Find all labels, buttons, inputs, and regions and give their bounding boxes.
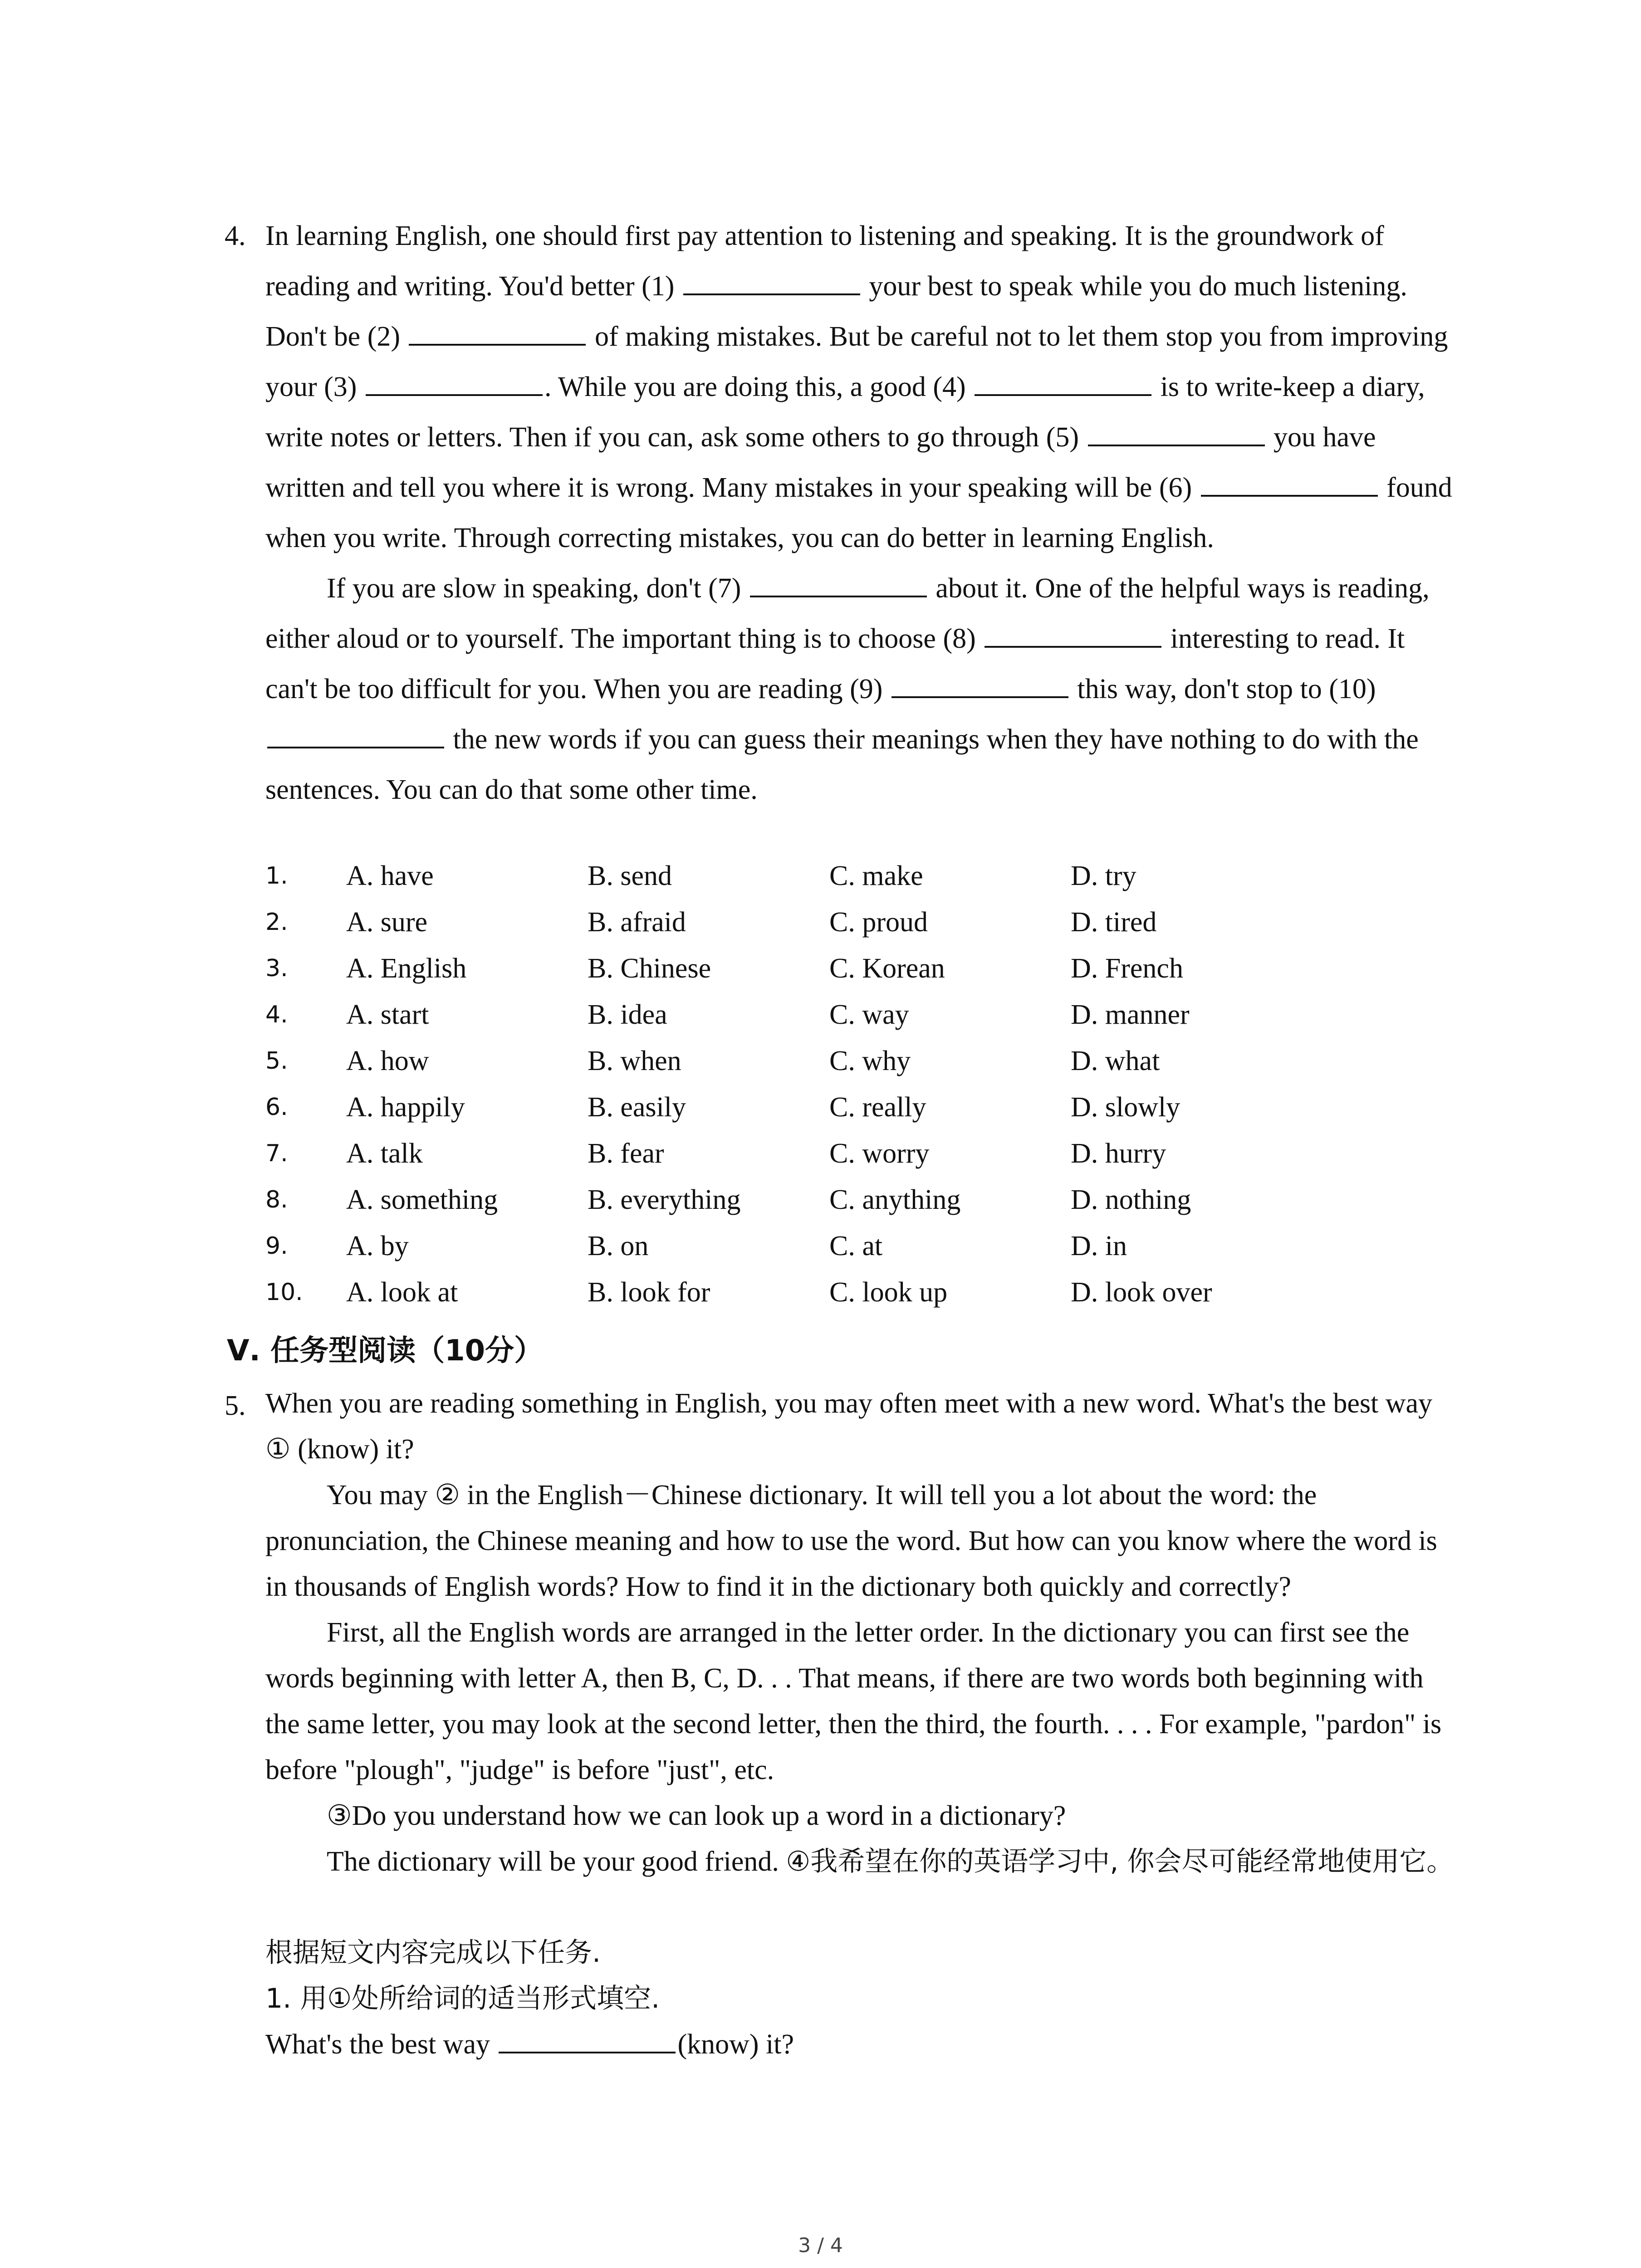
task-1-label: 1. 用①处所给词的适当形式填空. [265, 1983, 660, 2014]
option-a[interactable]: A. by [346, 1231, 409, 1261]
option-d[interactable]: D. nothing [1071, 1184, 1191, 1215]
spacer [265, 1885, 1454, 1930]
option-c[interactable]: C. proud [829, 907, 928, 938]
answer-options [265, 853, 1490, 1315]
option-d[interactable]: D. try [1071, 860, 1136, 891]
reading-paragraph-5: The dictionary will be your good friend. ④我希望在你的英语学习中, 你会尽可能经常地使用它。 [327, 1846, 1454, 1877]
blank-7[interactable] [750, 573, 927, 597]
page-number: 3 / 4 [798, 2234, 843, 2257]
option-row: 8. A. something B. everything C. anything D. nothing [265, 1177, 1490, 1223]
cloze-paragraph-1: In learning English, one should first pay attention to listening and speaking. It is the groundwork of reading and writing. You'd better (1) your best to speak while you do much listening. Don't be (2) of making mistakes. But be careful not to let them stop you from improving your (3) . While you are doing this, a good (4) is to write-keep a diary, write notes or letters. Then if you can, ask some others to go through (5) you have written and tell you where it is wrong. Many mistakes in your speaking will be (6) found when you write. Through correcting mistakes, you can do better in learning English. [265, 220, 1452, 553]
option-c[interactable]: C. why [829, 1046, 911, 1076]
option-c[interactable]: C. really [829, 1092, 926, 1123]
option-c[interactable]: C. worry [829, 1138, 930, 1169]
option-b[interactable]: B. easily [588, 1092, 686, 1123]
option-d[interactable]: D. what [1071, 1046, 1160, 1076]
option-row: 2. A. sure B. afraid C. proud D. tired [265, 899, 1490, 945]
option-a[interactable]: A. English [346, 953, 467, 984]
option-d[interactable]: D. tired [1071, 907, 1157, 938]
blank-1[interactable] [683, 271, 860, 295]
option-a[interactable]: A. look at [346, 1277, 458, 1308]
option-b[interactable]: B. when [588, 1046, 681, 1076]
option-d[interactable]: D. in [1071, 1231, 1127, 1261]
option-d[interactable]: D. hurry [1071, 1138, 1166, 1169]
option-b[interactable]: B. everything [588, 1184, 741, 1215]
question-number-5: 5. [225, 1390, 246, 1421]
option-d[interactable]: D. French [1071, 953, 1183, 984]
reading-paragraph-2: You may ② in the English－Chinese dictionary. It will tell you a lot about the word: the pronunciation, the Chinese meaning and how to use the word. But how can you know where the word is in thousands of English words? How to find it in the dictionary both quickly and correctly? [265, 1480, 1437, 1602]
task-1-question: What's the best way (know) it? [265, 2029, 794, 2060]
task-1-blank[interactable] [499, 2029, 676, 2053]
option-row: 9. A. by B. on C. at D. in [265, 1223, 1490, 1269]
option-a[interactable]: A. happily [346, 1092, 465, 1123]
option-c[interactable]: C. way [829, 999, 909, 1030]
option-c[interactable]: C. anything [829, 1184, 961, 1215]
option-row: 10. A. look at B. look for C. look up D. look over [265, 1269, 1490, 1315]
reading-passage [265, 1381, 1454, 2068]
option-c[interactable]: C. Korean [829, 953, 945, 984]
option-d[interactable]: D. manner [1071, 999, 1190, 1030]
blank-6[interactable] [1201, 472, 1378, 497]
cloze-passage [265, 211, 1454, 815]
blank-3[interactable] [366, 371, 543, 396]
option-b[interactable]: B. Chinese [588, 953, 711, 984]
cloze-paragraph-2: If you are slow in speaking, don't (7) about it. One of the helpful ways is reading, either aloud or to yourself. The important thing is to choose (8) interesting to read. It can't be too difficult for you. When you are reading (9) this way, don't stop to (10) the new words if you can guess their meanings when they have nothing to do with the sentences. You can do that some other time. [265, 573, 1430, 805]
option-c[interactable]: C. look up [829, 1277, 948, 1308]
option-a[interactable]: A. talk [346, 1138, 423, 1169]
option-row: 3. A. English B. Chinese C. Korean D. French [265, 945, 1490, 992]
reading-paragraph-1: When you are reading something in English, you may often meet with a new word. What's the best way ① (know) it? [265, 1388, 1433, 1465]
option-c[interactable]: C. make [829, 860, 923, 891]
option-c[interactable]: C. at [829, 1231, 883, 1261]
option-d[interactable]: D. slowly [1071, 1092, 1181, 1123]
blank-9[interactable] [892, 674, 1068, 698]
option-row: 6. A. happily B. easily C. really D. slowly [265, 1084, 1490, 1130]
option-row: 5. A. how B. when C. why D. what [265, 1038, 1490, 1084]
blank-8[interactable] [985, 623, 1161, 648]
reading-paragraph-3: First, all the English words are arranged in the letter order. In the dictionary you can first see the words beginning with letter A, then B, C, D. . . That means, if there are two words both beginning with the same letter, you may look at the second letter, then the third, the fourth. . . . For example, "pardon" is before "plough", "judge" is before "just", etc. [265, 1617, 1442, 1785]
option-a[interactable]: A. start [346, 999, 429, 1030]
option-b[interactable]: B. on [588, 1231, 649, 1261]
blank-4[interactable] [975, 371, 1151, 396]
option-b[interactable]: B. send [588, 860, 672, 891]
task-intro: 根据短文内容完成以下任务. [265, 1937, 601, 1969]
option-a[interactable]: A. something [346, 1184, 498, 1215]
option-row: 7. A. talk B. fear C. worry D. hurry [265, 1130, 1490, 1177]
section-heading: Ⅴ. 任务型阅读（10分） [227, 1334, 544, 1368]
option-b[interactable]: B. look for [588, 1277, 710, 1308]
blank-10[interactable] [267, 724, 444, 748]
blank-2[interactable] [409, 321, 586, 346]
question-number-4: 4. [225, 220, 246, 251]
option-row: 4. A. start B. idea C. way D. manner [265, 992, 1490, 1038]
option-row: 1. A. have B. send C. make D. try [265, 853, 1490, 899]
option-a[interactable]: A. sure [346, 907, 428, 938]
option-a[interactable]: A. how [346, 1046, 429, 1076]
option-b[interactable]: B. fear [588, 1138, 664, 1169]
option-d[interactable]: D. look over [1071, 1277, 1212, 1308]
reading-paragraph-4: ③Do you understand how we can look up a word in a dictionary? [327, 1800, 1066, 1831]
option-b[interactable]: B. idea [588, 999, 667, 1030]
option-a[interactable]: A. have [346, 860, 434, 891]
blank-5[interactable] [1088, 422, 1265, 446]
option-b[interactable]: B. afraid [588, 907, 686, 938]
